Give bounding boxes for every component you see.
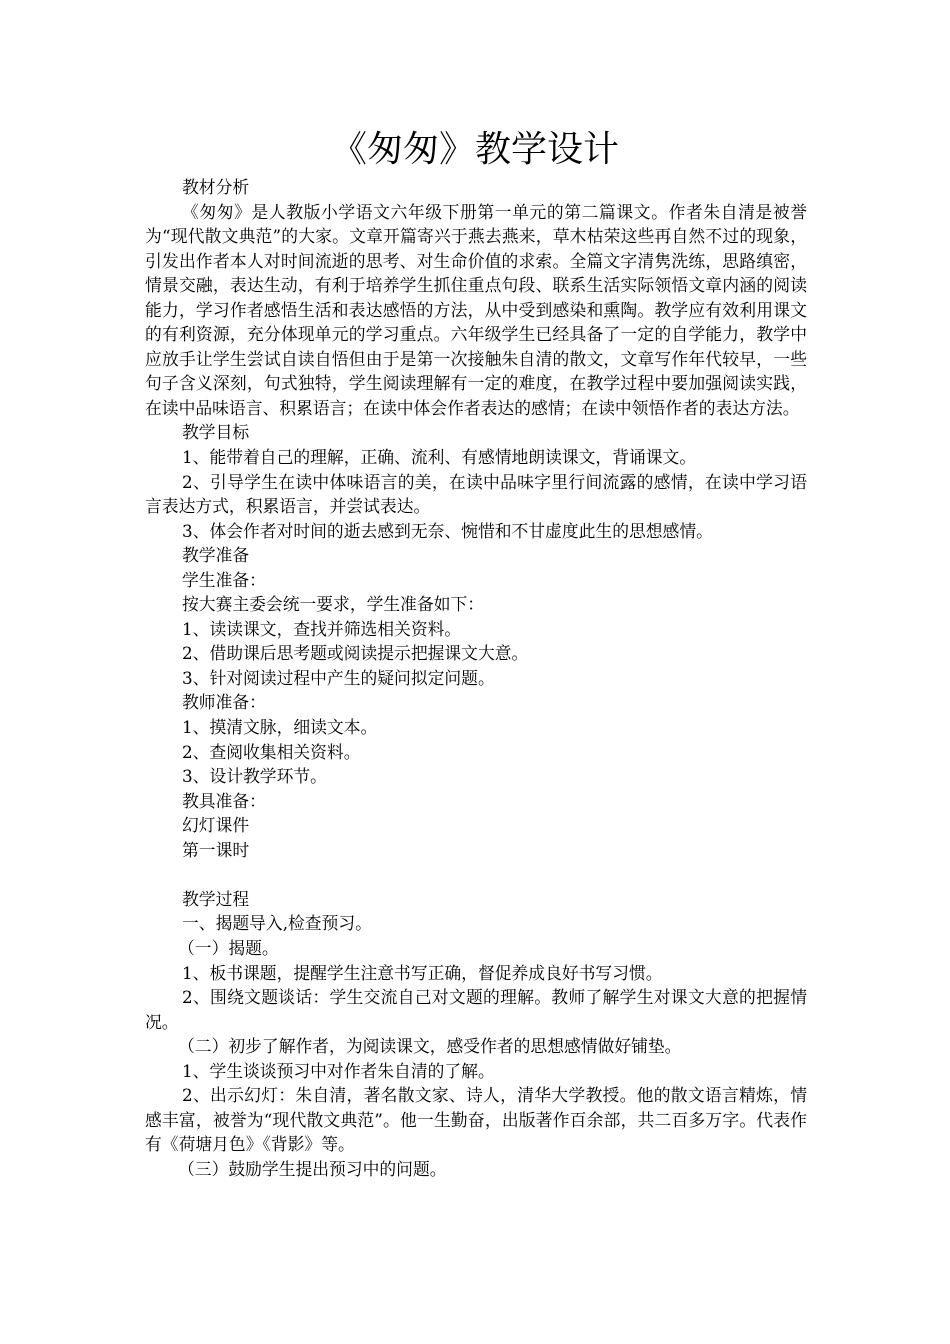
teaching-aids-item: 幻灯课件 (182, 815, 250, 836)
subheading-student-preparation: 学生准备： (182, 569, 266, 590)
teacher-prep-item-2: 2、查阅收集相关资料。 (182, 741, 361, 762)
process-item-1-1: 1、板书课题，提醒学生注意书写正确，督促养成良好书写习惯。 (182, 962, 663, 983)
document-title: 《匆匆》教学设计 (330, 129, 619, 170)
teacher-prep-item-1: 1、摸清文脉，细读文本。 (182, 717, 378, 738)
section-heading-textbook-analysis: 教材分析 (182, 177, 250, 197)
goal-item-3: 3、体会作者对时间的逝去感到无奈、惋惜和不甘虚度此生的思想感情。 (182, 520, 713, 541)
goal-item-2: 2、引导学生在读中体味语言的美，在读中品味字里行间流露的感情，在读中学习语言表达方式，积累语言，并尝试表达。 (145, 471, 807, 517)
subheading-teacher-preparation: 教师准备： (182, 692, 266, 713)
section-heading-teaching-preparation: 教学准备 (182, 545, 250, 566)
paragraph-textbook-analysis: 《匆匆》是人教版小学语文六年级下册第一单元的第二篇课文。作者朱自清是被誉为“现代散文典范”的大家。文章开篇寄兴于燕去燕来，草木枯荣这些再自然不过的现象，引发出作者本人对时间流逝的思考、对生命价值的求索。全篇文字清隽洗练，思路缜密，情景交融，表达生动，有利于培养学生抓住重点句段、联系生活实际领悟文章内涵的阅读能力，学习作者感悟生活和表达感悟的方法，从中受到感染和熏陶。教学应有效利用课文的有利资源，充分体现单元的学习重点。六年级学生已经具备了一定的自学能力，教学中应放手让学生尝试自读自悟但由于是第一次接触朱自清的散文，文章写作年代较早，一些句子含义深刻，句式独特，学生阅读理解有一定的难度，在教学过程中要加强阅读实践，在读中品味语言、积累语言；在读中体会作者表达的感情；在读中领悟作者的表达方法。 (145, 201, 807, 418)
lesson-label-first: 第一课时 (182, 839, 250, 860)
process-step-1: 一、揭题导入,检查预习。 (182, 913, 372, 934)
document-body (145, 175, 807, 1181)
process-substep-2: （二）初步了解作者，为阅读课文，感受作者的思想感情做好铺垫。 (178, 1036, 682, 1057)
process-item-1-2: 2、围绕文题谈话：学生交流自己对文题的理解。教师了解学生对课文大意的把握情况。 (145, 987, 807, 1032)
student-prep-item-3: 3、针对阅读过程中产生的疑问拟定问题。 (182, 667, 495, 688)
process-substep-3: （三）鼓励学生提出预习中的问题。 (178, 1158, 447, 1179)
process-substep-1: （一）揭题。 (178, 937, 279, 958)
section-heading-teaching-process: 教学过程 (182, 888, 250, 909)
student-prep-item-1: 1、读读课文，查找并筛选相关资料。 (182, 618, 462, 639)
student-prep-item-2: 2、借助课后思考题或阅读提示把握课文大意。 (182, 643, 529, 664)
teacher-prep-item-3: 3、设计教学环节。 (182, 766, 327, 787)
process-item-2-1: 1、学生谈谈预习中对作者朱自清的了解。 (182, 1060, 495, 1081)
subheading-teaching-aids: 教具准备： (182, 790, 266, 811)
student-preparation-intro: 按大赛主委会统一要求，学生准备如下： (182, 594, 485, 615)
blank-line (145, 862, 807, 887)
process-item-2-2: 2、出示幻灯：朱自清，著名散文家、诗人，清华大学教授。他的散文语言精炼，情感丰富，被誉为“现代散文典范”。他一生勤奋，出版著作百余部，共二百多万字。代表作有《荷塘月色》《背影》等。 (145, 1085, 807, 1155)
goal-item-1: 1、能带着自己的理解，正确、流利、有感情地朗读课文，背诵课文。 (182, 447, 697, 468)
section-heading-teaching-goals: 教学目标 (182, 422, 250, 443)
